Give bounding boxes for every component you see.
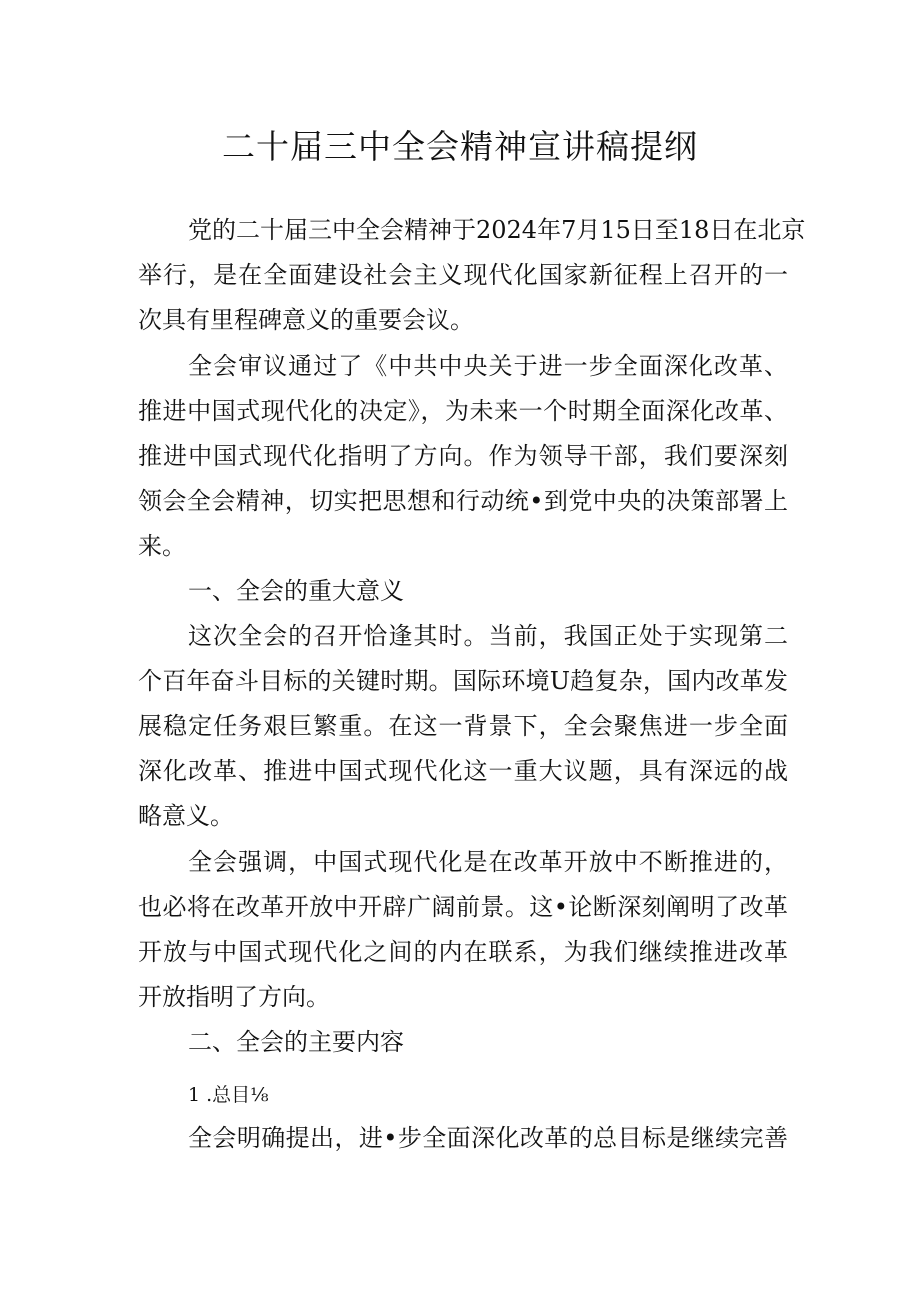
section-heading: 一、全会的重大意义 [188, 577, 404, 605]
section-heading: 二、全会的主要内容 [188, 1028, 404, 1056]
paragraph-line: 全会明确提出，进•步全面深化改革的总目标是继续完善 [188, 1124, 788, 1152]
paragraph-line: 推进中国式现代化的决定》，为未来一个时期全面深化改革、 [138, 397, 788, 425]
paragraph-line: 开放与中国式现代化之间的内在联系，为我们继续推进改革 [138, 938, 788, 966]
paragraph-line: 开放指明了方向。 [138, 983, 330, 1011]
paragraph-line: 展稳定任务艰巨繁重。在这一背景下，全会聚焦进一步全面 [138, 712, 788, 740]
subsection-heading: 1 .总目⅛ [188, 1084, 269, 1106]
paragraph-line: 个百年奋斗目标的关键时期。国际环境U趋复杂，国内改革发 [138, 667, 788, 695]
paragraph-line: 举行，是在全面建设社会主义现代化国家新征程上召开的一 [138, 261, 788, 289]
document-title: 二十届三中全会精神宣讲稿提纲 [222, 127, 698, 166]
paragraph-line: 党的二十届三中全会精神于2024年7月15日至18日在北京 [188, 216, 806, 244]
paragraph-line: 深化改革、推进中国式现代化这一重大议题，具有深远的战 [138, 757, 788, 785]
paragraph-line: 这次全会的召开恰逢其时。当前，我国正处于实现第二 [188, 622, 788, 650]
paragraph-line: 领会全会精神，切实把思想和行动统•到党中央的决策部署上 [138, 487, 788, 515]
paragraph-line: 也必将在改革开放中开辟广阔前景。这•论断深刻阐明了改革 [138, 893, 788, 921]
paragraph-line: 略意义。 [138, 802, 234, 830]
paragraph-line: 推进中国式现代化指明了方向。作为领导干部，我们要深刻 [138, 442, 788, 470]
paragraph-line: 全会审议通过了《中共中央关于进一步全面深化改革、 [188, 352, 788, 380]
paragraph-line: 全会强调，中国式现代化是在改革开放中不断推进的， [188, 848, 788, 876]
paragraph-line: 来。 [138, 532, 186, 560]
paragraph-line: 次具有里程碑意义的重要会议。 [138, 306, 474, 334]
